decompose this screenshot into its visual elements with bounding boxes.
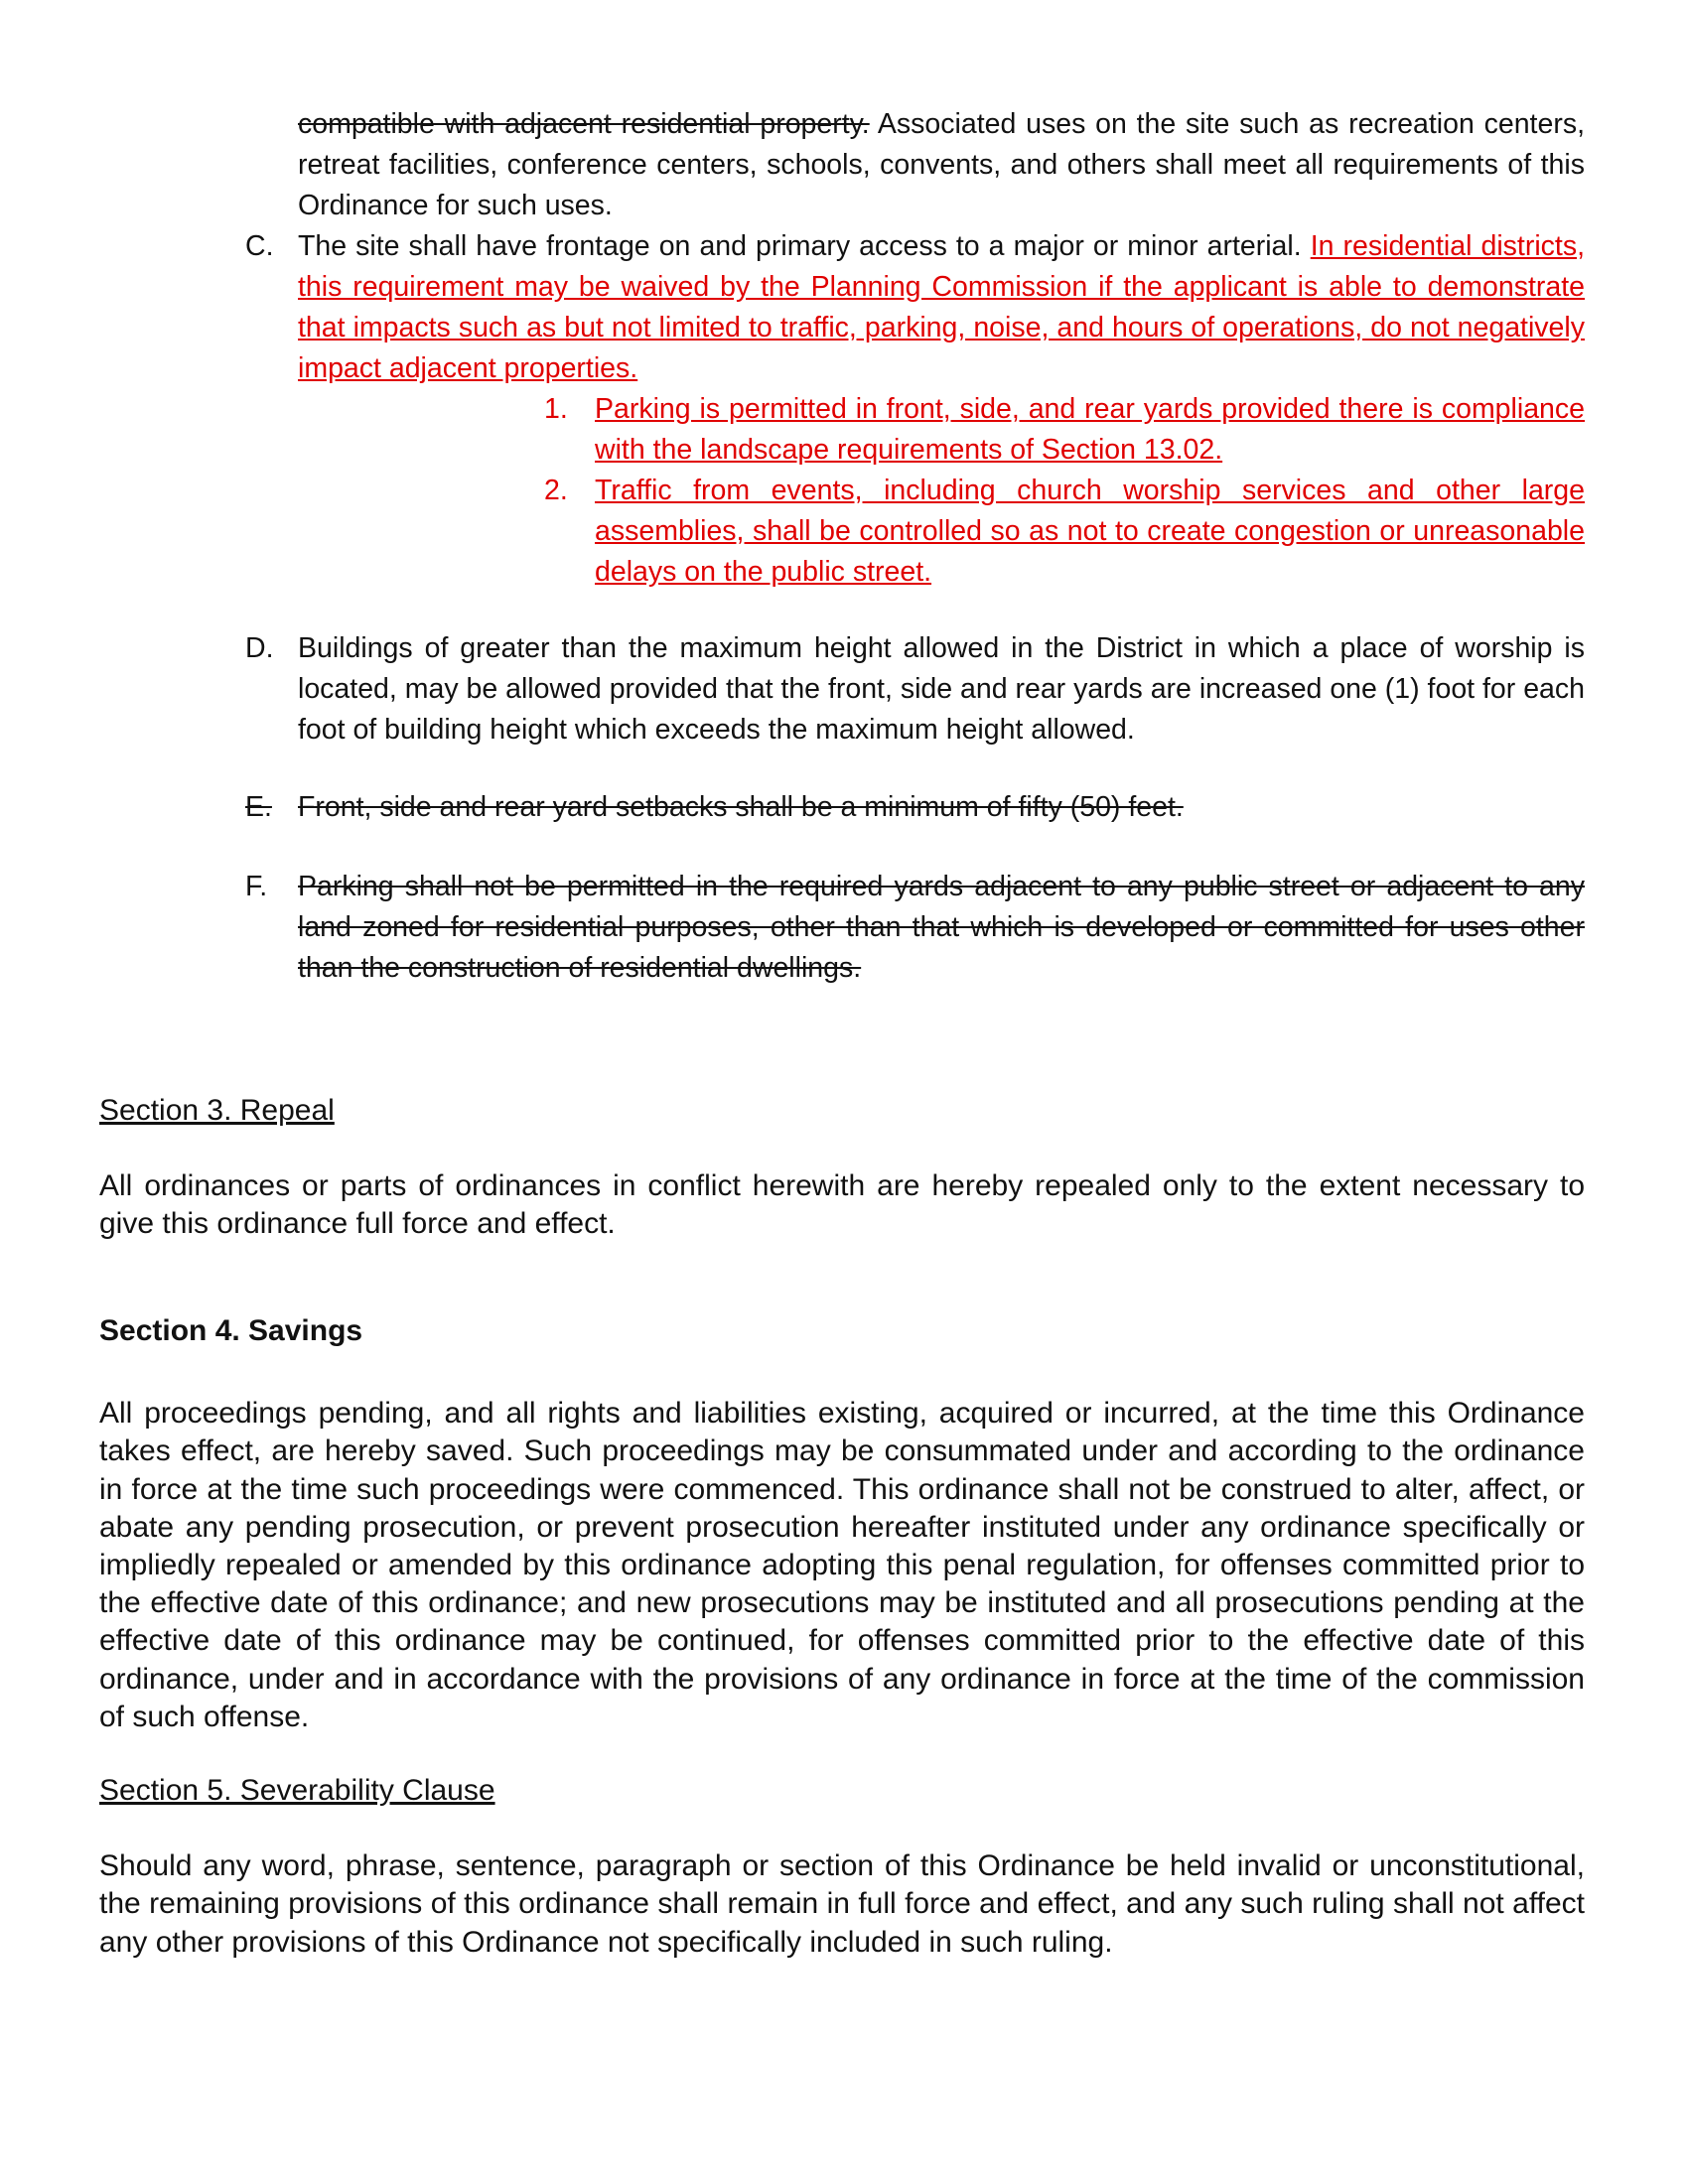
item-d-label: D.: [245, 632, 274, 664]
section-3-body: All ordinances or parts of ordinances in conflict herewith are hereby repealed only to the extent necessary to give this ordinance full force and effect.: [99, 1169, 1585, 1241]
item-f-label: F.: [245, 871, 268, 902]
struck-text: compatible with adjacent residential property.: [298, 108, 870, 140]
item-c-text: The site shall have frontage on and primary access to a major or minor arterial.: [298, 230, 1311, 262]
item-f-text: Parking shall not be permitted in the required yards adjacent to any public street or adjacent to any land zoned for residential purposes, other than that which is developed or committed for uses other than the construction of residential dwellings.: [298, 871, 1585, 984]
section-5: [99, 1772, 1585, 1962]
sub-item-1-label: 1.: [544, 393, 568, 425]
section-4-body: All proceedings pending, and all rights and liabilities existing, acquired or incurred, at the time this Ordinance takes effect, are hereby saved. Such proceedings may be consummated under and according to the ordinance in force at the time such proceedings were commenced. This ordinance shall not be construed to alter, affect, or abate any pending prosecution, or prevent prosecution hereafter instituted under any ordinance specifically or impliedly repealed or amended by this ordinance adopting this penal regulation, for offenses committed prior to the effective date of this ordinance; and new prosecutions may be instituted and all prosecutions pending at the effective date of this ordinance may be continued, for offenses committed prior to the effective date of this ordinance, under and in accordance with the provisions of any ordinance in force at the time of the commission of such offense.: [99, 1397, 1585, 1733]
item-d-text: Buildings of greater than the maximum height allowed in the District in which a place of worship is located, may be allowed provided that the front, side and rear yards are increased one (1) foot for each foot of building height which exceeds the maximum height allowed.: [298, 632, 1585, 746]
item-c-label: C.: [245, 230, 274, 262]
section-5-body: Should any word, phrase, sentence, paragraph or section of this Ordinance be held invalid or unconstitutional, the remaining provisions of this ordinance shall remain in full force and effect, and any such ruling shall not affect any other provisions of this Ordinance not specifically included in such ruling.: [99, 1849, 1585, 1959]
item-e: [245, 787, 1585, 828]
item-d: [245, 628, 1585, 751]
item-c: [245, 226, 1585, 389]
continued-paragraph: [298, 104, 1585, 226]
section-3: [99, 1092, 1585, 1244]
sub-item-1: [544, 389, 1585, 471]
item-c-inserted-text: In residential districts, this requirement may be waived by the Planning Commission if the applicant is able to demonstrate that impacts such as but not limited to traffic, parking, noise, and hours of operations, do not negatively impact adjacent properties.: [298, 230, 1585, 384]
sub-item-2-label: 2.: [544, 475, 568, 506]
section-4-heading: Section 4. Savings: [99, 1314, 363, 1347]
sub-item-2-text: Traffic from events, including church worship services and other large assemblies, shall be controlled so as not to create congestion or unreasonable delays on the public street.: [595, 475, 1585, 588]
item-e-label: E.: [245, 791, 272, 823]
item-f: [245, 867, 1585, 989]
ordinance-amendment-list: [0, 104, 1688, 989]
section-5-heading: Section 5. Severability Clause: [99, 1774, 495, 1807]
sub-item-1-text: Parking is permitted in front, side, and rear yards provided there is compliance with the landscape requirements of Section 13.02.: [595, 393, 1585, 466]
section-4: [99, 1312, 1585, 1736]
item-e-text: Front, side and rear yard setbacks shall be a minimum of fifty (50) feet.: [298, 791, 1184, 823]
continued-text: Associated uses on the site such as recreation centers, retreat facilities, conference centers, schools, convents, and others shall meet all requirements of this Ordinance for such uses.: [298, 108, 1585, 221]
sub-item-2: [544, 471, 1585, 593]
section-3-heading: Section 3. Repeal: [99, 1094, 335, 1127]
